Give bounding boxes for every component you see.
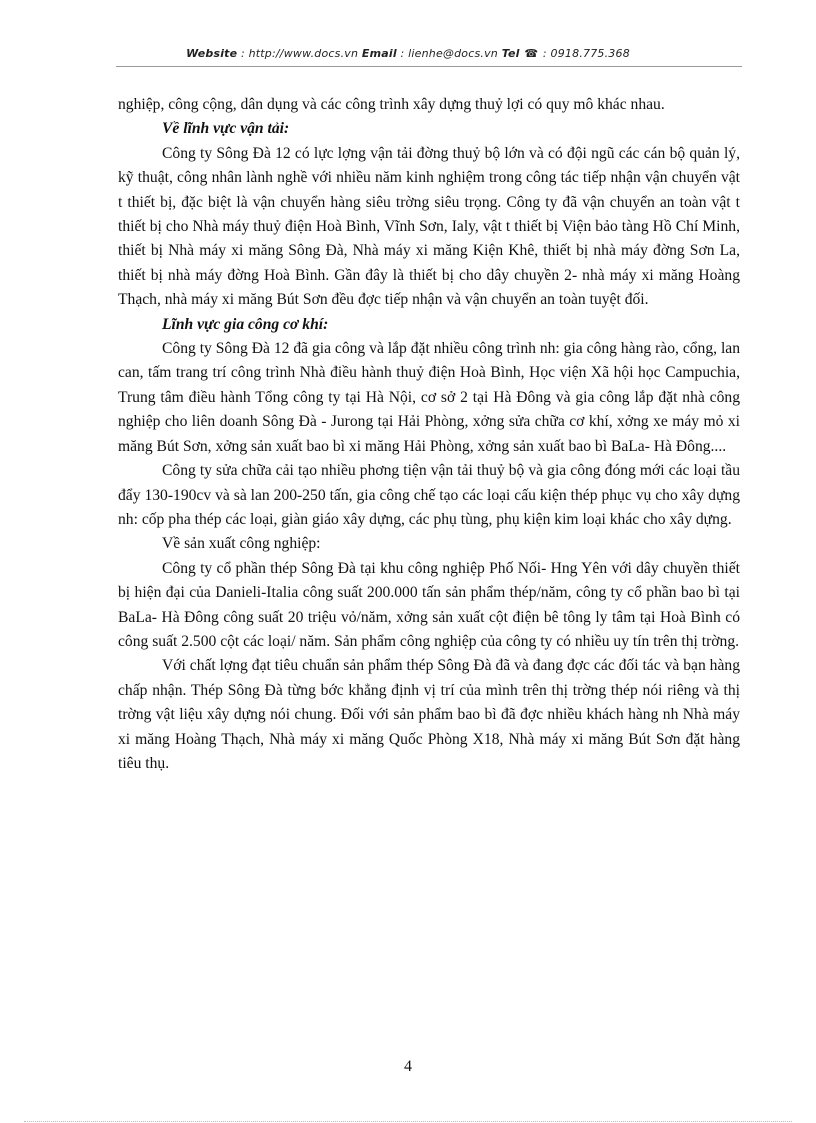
paragraph-repair: Công ty sửa chữa cải tạo nhiều phơng tiện vận tải thuỷ bộ và gia công đóng mới các loại tầu đẩy 130-190cv và sà lan 200-250 tấn, gia công chế tạo các loại cấu kiện thép phục vụ cho xây dựng nh: cốp pha thép các loại, giàn giáo xây dựng, các phụ tùng, phụ kiện kim loại khác cho xây dựng. — [118, 462, 740, 528]
paragraph-mechanical: Công ty Sông Đà 12 đã gia công và lắp đặt nhiều công trình nh: gia công hàng rào, cổng, lan can, tấm trang trí công trình Nhà điều hành thuỷ điện Hoà Bình, Học viện Xã hội học Campuchia, Trung tâm điều hành Tổng công ty tại Hà Nội, cơ sở 2 tại Hà Đông và gia công lắp đặt nhà công nghiệp cho liên doanh Sông Đà - Jurong tại Hải Phòng, xởng sửa chữa cơ khí, xởng xe máy mỏ xi măng Bút Sơn, xởng sản xuất bao bì xi măng Hải Phòng, xởng sản xuất bao bì BaLa- Hà Đông.... — [118, 340, 740, 455]
phone-icon: ☎ — [524, 47, 539, 60]
paragraph-transport: Công ty Sông Đà 12 có lực lợng vận tải đờng thuỷ bộ lớn và có đội ngũ các cán bộ quản lý, kỹ thuật, công nhân lành nghề với nhiều năm kinh nghiệm trong công tác tiếp nhận vận chuyển vật t thiết bị, đặc biệt là vận chuyển hàng siêu trờng siêu trọng. Công ty đã vận chuyển an toàn vật t thiết bị cho Nhà máy thuỷ điện Hoà Bình, Vĩnh Sơn, Ialy, vật t thiết bị Viện bảo tàng Hồ Chí Minh, thiết bị Nhà máy xi măng Sông Đà, Nhà máy xi măng Kiện Khê, thiết bị nhà máy đờng Sơn La, thiết bị nhà máy đờng Hoà Bình. Gần đây là thiết bị cho dây chuyền 2- nhà máy xi măng Hoàng Thạch, nhà máy xi măng Bút Sơn đều đợc tiếp nhận và vận chuyển an toàn tuyệt đối. — [118, 144, 740, 309]
email-label: Email — [361, 47, 397, 60]
paragraph-industrial: Công ty cổ phần thép Sông Đà tại khu công nghiệp Phố Nối- Hng Yên với dây chuyền thiết bị hiện đại của Danieli-Italia công suất 200.000 tấn sản phẩm thép/năm, công ty cổ phần bao bì tại BaLa- Hà Đông công suất 20 triệu vỏ/năm, xởng sản xuất cột điện bê tông ly tâm tại Hoà Bình có công suất 2.500 cột các loại/ năm. Sản phẩm công nghiệp của công ty có nhiều uy tín trên thị trờng. — [118, 559, 740, 650]
email-address[interactable]: : lienhe@docs.vn — [400, 47, 498, 60]
page-number: 4 — [404, 1058, 412, 1075]
page-header — [0, 47, 816, 60]
website-label: Website — [186, 47, 238, 60]
header-divider — [116, 66, 742, 67]
website-url[interactable]: : http://www.docs.vn — [241, 47, 359, 60]
section-heading-transport: Về lĩnh vực vận tải: — [162, 120, 290, 138]
tel-number: : 0918.775.368 — [542, 47, 630, 60]
paragraph-quality: Với chất lợng đạt tiêu chuẩn sản phẩm thép Sông Đà đã và đang đợc các đối tác và bạn hàng chấp nhận. Thép Sông Đà từng bớc khẳng định vị trí của mình trên thị trờng thép nói riêng và thị trờng vật liệu xây dựng nói chung. Đối với sản phẩm bao bì đã đợc nhiều khách hàng nh Nhà máy xi măng Hoàng Thạch, Nhà máy xi măng Quốc Phòng X18, Nhà máy xi măng Bút Sơn đặt hàng tiêu thụ. — [118, 657, 740, 772]
tel-label: Tel — [501, 47, 520, 60]
document-body — [118, 93, 740, 776]
section-heading-mechanical: Lĩnh vực gia công cơ khí: — [162, 315, 329, 333]
section-label-industrial: Về sản xuất công nghiệp: — [162, 535, 321, 553]
page-bottom-divider — [24, 1121, 792, 1122]
paragraph-continuation: nghiệp, công cộng, dân dụng và các công trình xây dựng thuỷ lợi có quy mô khác nhau. — [118, 96, 665, 113]
